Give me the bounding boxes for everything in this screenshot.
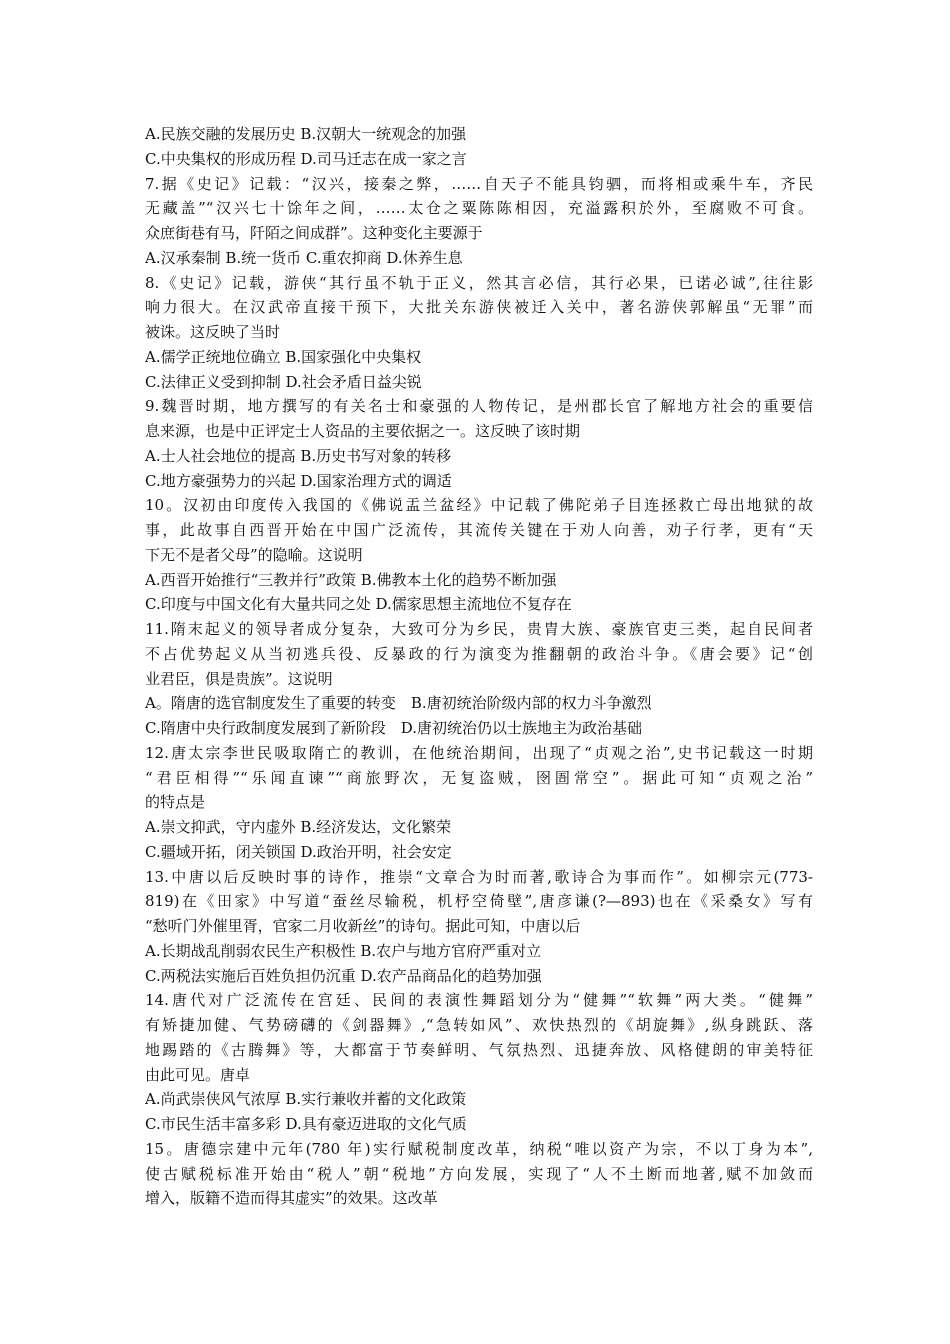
text-line: A.儒学正统地位确立 B.国家强化中央集权 [145, 347, 422, 366]
text-line: A.长期战乱削弱农民生产积极性 B.农户与地方官府严重对立 [145, 941, 542, 960]
text-line: 业君臣，俱是贵族”。这说明 [145, 669, 333, 688]
text-line: 14.唐代对广泛流传在宫廷、民间的表演性舞蹈划分为“健舞”“软舞”两大类。“健舞” [145, 991, 813, 1010]
text-line: C.两税法实施后百姓负担仍沉重 D.农产品商品化的趋势加强 [145, 966, 542, 985]
text-line: 由此可见。唐卓 [145, 1065, 251, 1084]
text-line: C.隋唐中央行政制度发展到了新阶段 D.唐初统治仍以士族地主为政治基础 [145, 719, 642, 737]
text-line: C.印度与中国文化有大量共同之处 D.儒家思想主流地位不复存在 [145, 595, 572, 614]
text-line: 819)在《田家》中写道“蚕丝尽输税，机杼空倚壁”,唐彦谦(?—893)也在《采桑女》写有 [145, 892, 813, 911]
text-line: 12.唐太宗李世民吸取隋亡的教训，在他统治期间，出现了“贞观之治”,史书记载这一时期 [145, 743, 813, 762]
text-line: C.法律正义受到抑制 D.社会矛盾日益尖锐 [145, 372, 422, 391]
text-line: 11.隋末起义的领导者成分复杂，大致可分为乡民，贵胄大族、豪族官吏三类，起自民间者 [145, 620, 813, 638]
text-line: 下无不是者父母”的隐喻。这说明 [145, 545, 363, 564]
text-line: 不占优势起义从当初逃兵役、反暴政的行为演变为推翻朝的政治斗争。《唐会要》记“创 [145, 644, 813, 663]
text-line: 事，此故事自西晋开始在中国广泛流传，其流传关键在于劝人向善，劝子行孝，更有“天 [145, 521, 813, 539]
text-line: “愁听门外催里胥，官家二月收新丝”的诗句。据此可知，中唐以后 [145, 917, 581, 935]
text-line: 被诛。这反映了当时 [145, 323, 281, 341]
text-line: 地踢踏的《古腾舞》等，大都富于节奏鲜明、气氛热烈、迅捷奔放、风格健朗的审美特征 [145, 1040, 813, 1059]
text-line: 7.据《史记》记载：“汉兴，接秦之弊，……自天子不能具钧驷，而将相或乘牛车，齐民 [145, 174, 813, 193]
text-line: 15。唐德宗建中元年(780 年)实行赋税制度改革，纳税“唯以资产为宗，不以丁身为本”, [145, 1139, 813, 1158]
text-line: A.士人社会地位的提高 B.历史书写对象的转移 [145, 446, 452, 465]
text-line: 众庶街巷有马，阡陌之间成群”。这种变化主要源于 [145, 224, 483, 242]
text-line: 的特点是 [145, 793, 206, 812]
text-line: 响力很大。在汉武帝直接干预下，大批关东游侠被迁入关中，著名游侠郭解虽“无罪”而 [145, 298, 813, 317]
text-line: A.崇文抑武，守内虚外 B.经济发达，文化繁荣 [145, 818, 452, 836]
text-line: C.中央集权的形成历程 D.司马迁志在成一家之言 [145, 149, 467, 168]
text-line: “君臣相得”“乐闻直谏”“商旅野次，无复盗贼，囹圄常空”。据此可知“贞观之治” [145, 768, 813, 787]
text-line: A.尚武崇侠风气浓厚 B.实行兼收并蓄的文化政策 [145, 1090, 467, 1109]
text-line: 10。汉初由印度传入我国的《佛说盂兰盆经》中记载了佛陀弟子目连拯救亡母出地狱的故 [145, 496, 813, 515]
text-line: C.疆域开拓，闭关锁国 D.政治开明，社会安定 [145, 842, 452, 861]
text-line: 9.魏晋时期，地方撰写的有关名士和豪强的人物传记，是州郡长官了解地方社会的重要信 [145, 397, 813, 416]
text-line: 8.《史记》记载，游侠“其行虽不轨于正义，然其言必信，其行必果，已诺必诚”,往往影 [145, 273, 813, 292]
text-line: 增入，版籍不造而得其虚实”的效果。这改革 [145, 1189, 438, 1208]
text-line: A.西晋开始推行“三教并行”政策 B.佛教本土化的趋势不断加强 [145, 570, 557, 589]
text-line: 息来源，也是中正评定士人资品的主要依据之一。这反映了该时期 [145, 422, 581, 440]
text-line: 无藏盖”“汉兴七十馀年之间，……太仓之粟陈陈相因，充溢露积於外，至腐败不可食。 [145, 199, 813, 218]
text-line: 使古赋税标准开始由“税人”朝“税地”方向发展，实现了“人不土断而地著,赋不加敛而 [145, 1164, 813, 1183]
text-line: 13.中唐以后反映时事的诗作，推崇“文章合为时而著,歌诗合为事而作”。如柳宗元(773- [145, 867, 813, 886]
text-line: 有矫捷加健、气势磅礴的《剑器舞》,“急转如风”、欢快热烈的《胡旋舞》,纵身跳跃、落 [145, 1016, 813, 1034]
text-line: A.民族交融的发展历史 B.汉朝大一统观念的加强 [145, 125, 467, 143]
text-line: C.市民生活丰富多彩 D.具有豪迈进取的文化气质 [145, 1115, 467, 1133]
text-line: A。隋唐的选官制度发生了重要的转变 B.唐初统治阶级内部的权力斗争激烈 [145, 694, 652, 713]
document-body [145, 122, 813, 1211]
text-line: C.地方豪强势力的兴起 D.国家治理方式的调适 [145, 471, 452, 490]
text-line: A.汉承秦制 B.统一货币 C.重农抑商 D.休养生息 [145, 248, 463, 267]
